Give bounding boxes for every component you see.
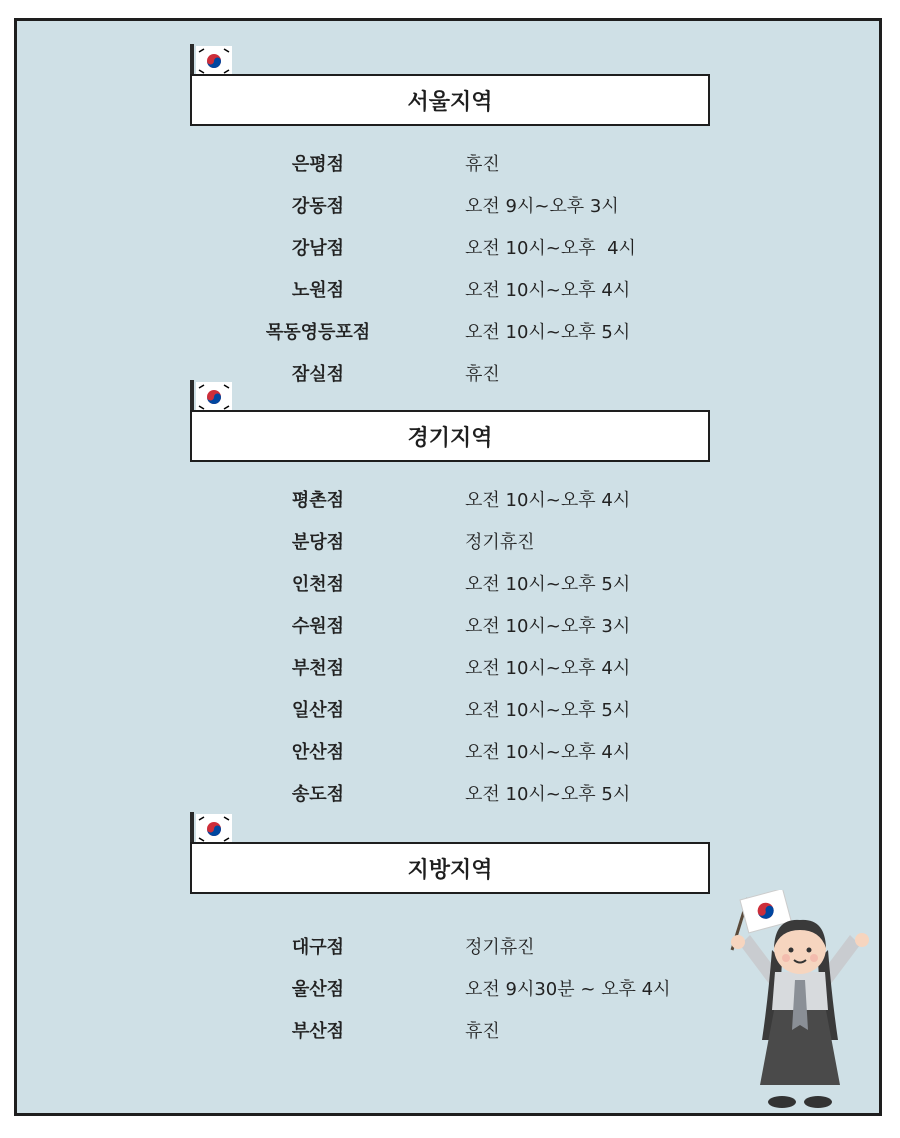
store-hours: 오전 10시~오후 5시 xyxy=(465,700,631,721)
store-name: 은평점 xyxy=(291,154,345,175)
store-hours: 오전 10시~오후 5시 xyxy=(465,322,631,343)
table-row xyxy=(0,318,900,348)
section-header-regional xyxy=(190,842,710,894)
store-name: 분당점 xyxy=(291,532,345,553)
store-name: 평촌점 xyxy=(291,490,345,511)
table-row xyxy=(0,234,900,264)
table-row xyxy=(0,150,900,180)
section-header-gyeonggi xyxy=(190,410,710,462)
store-hours: 휴진 xyxy=(465,154,500,175)
table-row xyxy=(0,486,900,516)
section-title: 경기지역 xyxy=(190,410,710,462)
store-hours: 정기휴진 xyxy=(465,937,535,958)
store-hours: 휴진 xyxy=(465,1021,500,1042)
table-row xyxy=(0,612,900,642)
store-name: 잠실점 xyxy=(291,364,345,385)
store-hours: 오전 10시~오후 4시 xyxy=(465,658,631,679)
table-row xyxy=(0,738,900,768)
store-name: 안산점 xyxy=(291,742,345,763)
store-name: 부천점 xyxy=(291,658,345,679)
section-header-seoul xyxy=(190,74,710,126)
store-name: 수원점 xyxy=(291,616,345,637)
section-title: 지방지역 xyxy=(190,842,710,894)
table-row xyxy=(0,528,900,558)
store-hours: 오전 10시~오후 4시 xyxy=(465,238,636,259)
table-row xyxy=(0,570,900,600)
table-row xyxy=(0,360,900,390)
korean-flag-icon xyxy=(196,46,232,76)
store-hours: 오전 10시~오후 4시 xyxy=(465,280,631,301)
store-hours: 오전 10시~오후 5시 xyxy=(465,574,631,595)
store-name: 인천점 xyxy=(291,574,345,595)
character-with-flag-illustration xyxy=(720,890,880,1120)
store-hours: 정기휴진 xyxy=(465,532,535,553)
store-name: 부산점 xyxy=(291,1021,345,1042)
store-name: 일산점 xyxy=(291,700,345,721)
table-row xyxy=(0,192,900,222)
store-hours: 오전 9시~오후 3시 xyxy=(465,196,619,217)
korean-flag-icon xyxy=(196,814,232,844)
store-hours: 휴진 xyxy=(465,364,500,385)
store-name: 대구점 xyxy=(291,937,345,958)
store-hours: 오전 10시~오후 4시 xyxy=(465,490,631,511)
korean-flag-icon xyxy=(196,382,232,412)
store-hours: 오전 10시~오후 4시 xyxy=(465,742,631,763)
store-name: 목동영등포점 xyxy=(265,322,371,343)
table-row xyxy=(0,780,900,810)
store-name: 강동점 xyxy=(291,196,345,217)
table-row xyxy=(0,654,900,684)
store-hours: 오전 10시~오후 5시 xyxy=(465,784,631,805)
table-row xyxy=(0,276,900,306)
table-row xyxy=(0,696,900,726)
store-hours: 오전 9시30분 ~ 오후 4시 xyxy=(465,979,671,1000)
section-title: 서울지역 xyxy=(190,74,710,126)
store-name: 울산점 xyxy=(291,979,345,1000)
store-hours: 오전 10시~오후 3시 xyxy=(465,616,631,637)
store-name: 강남점 xyxy=(291,238,345,259)
store-name: 송도점 xyxy=(291,784,345,805)
store-name: 노원점 xyxy=(291,280,345,301)
